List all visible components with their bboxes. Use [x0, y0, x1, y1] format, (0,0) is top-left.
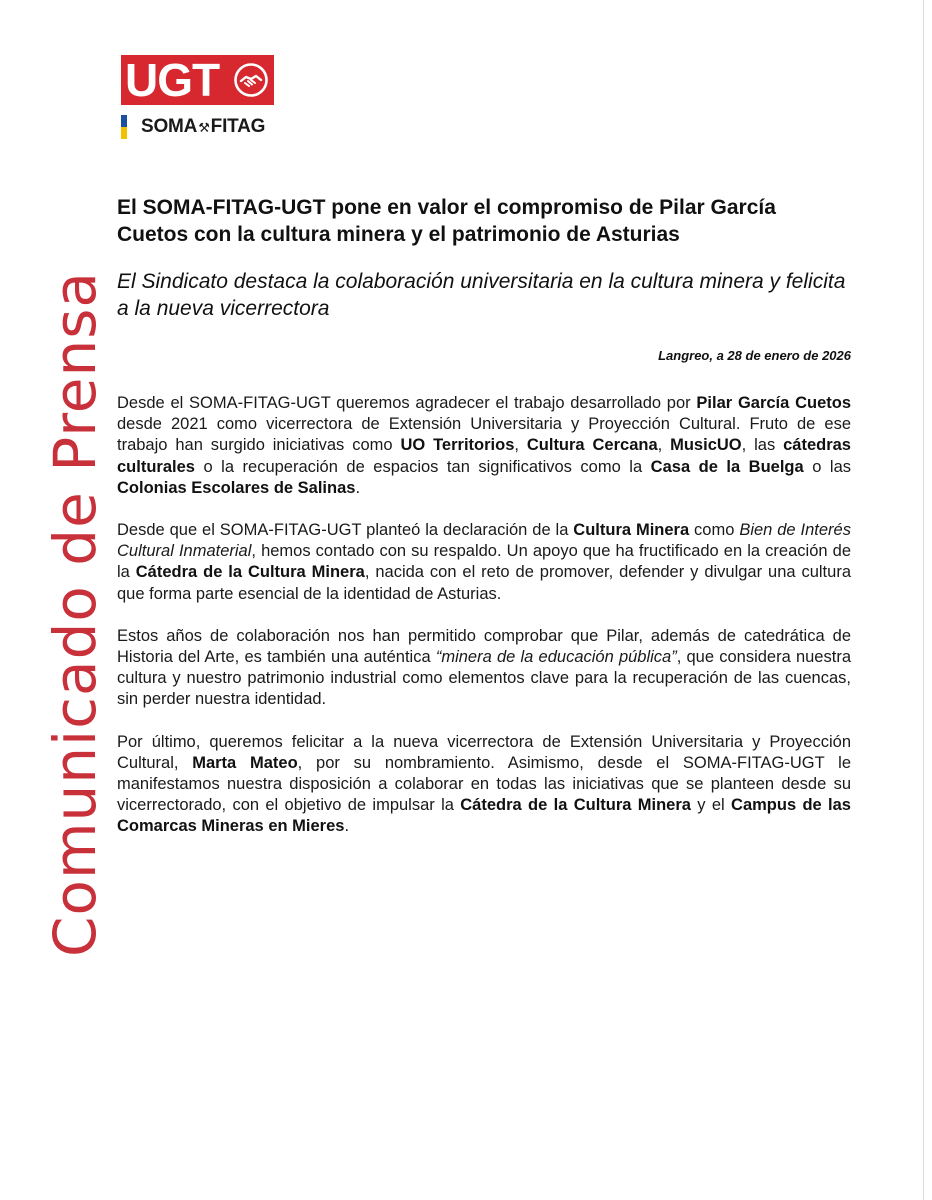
body-paragraph-2: Desde que el SOMA-FITAG-UGT planteó la declaración de la Cultura Minera como Bien de Interés Cultural Inmaterial, hemos contado con su respaldo. Un apoyo que ha fructificado en la creación de la Cátedra de la Cultura Minera, nacida con el reto de promover, defender y divulgar una cultura que forma parte esencial de la identidad de Asturias. [117, 521, 851, 603]
body-paragraph-3: Estos años de colaboración nos han permitido comprobar que Pilar, además de catedrática de Historia del Arte, es también una auténtica “minera de la educación pública”, que considera nuestra cultura y nuestro patrimonio industrial como elementos clave para la recuperación de las cuencas, sin perder nuestra identidad. [117, 626, 851, 709]
subheadline: El Sindicato destaca la colaboración universitaria en la cultura minera y felicita a la nueva vicerrectora [117, 270, 846, 320]
mining-tools-icon: ⚒ [198, 121, 210, 136]
page-edge-line [923, 0, 924, 1200]
dateline: Langreo, a 28 de enero de 2026 [658, 348, 851, 363]
ugt-logo-text: UGT [125, 54, 220, 106]
soma-fitag-text: SOMA⚒FITAG [141, 116, 266, 137]
soma-fitag-logo [121, 115, 265, 139]
press-release-side-label: Comunicado de Prensa [41, 271, 109, 957]
handshake-icon [233, 62, 269, 98]
ugt-logo [121, 55, 274, 105]
press-release-content [117, 194, 851, 859]
asturias-flag-icon [121, 115, 127, 139]
body-paragraph-1: Desde el SOMA-FITAG-UGT queremos agradecer el trabajo desarrollado por Pilar García Cuetos desde 2021 como vicerrectora de Extensión Universitaria y Proyección Cultural. Fruto de ese trabajo han surgido iniciativas como UO Territorios, Cultura Cercana, MusicUO, las cátedras culturales o la recuperación de espacios tan significativos como la Casa de la Buelga o las Colonias Escolares de Salinas. [117, 394, 852, 497]
headline: El SOMA-FITAG-UGT pone en valor el compromiso de Pilar García Cuetos con la cultura minera y el patrimonio de Asturias [117, 196, 776, 246]
body-paragraph-4: Por último, queremos felicitar a la nueva vicerrectora de Extensión Universitaria y Proyección Cultural, Marta Mateo, por su nombramiento. Asimismo, desde el SOMA-FITAG-UGT le manifestamos nuestra disposición a colaborar en todas las iniciativas que se planteen desde su vicerrectorado, con el objetivo de impulsar la Cátedra de la Cultura Minera y el Campus de las Comarcas Mineras en Mieres. [117, 732, 851, 836]
